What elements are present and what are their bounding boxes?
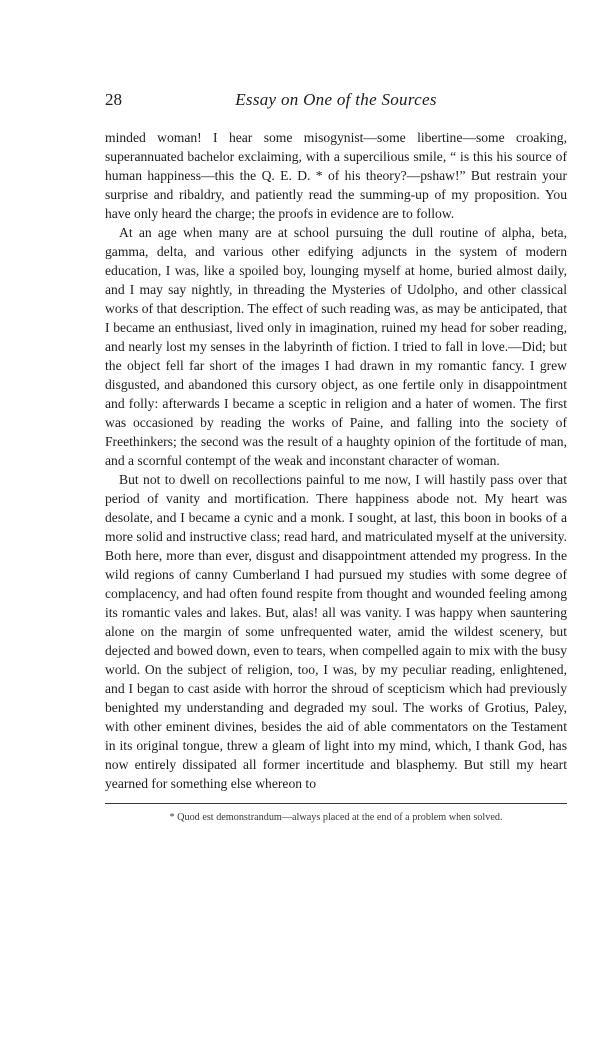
page-number: 28 [105, 90, 122, 109]
footnote-rule [105, 803, 567, 804]
paragraph-2: At an age when many are at school pursuing the dull routine of alpha, beta, gamma, delta, and various other edifying adjuncts in the system of modern education, I was, like a spoiled boy, lounging myself at home, buried almost daily, and I may say nightly, in threading the Mysteries of Udolpho, and other classical works of that description. The effect of such reading was, as may be anticipated, that I became an enthusiast, lived only in imagination, ruined my head for sober reading, and nearly lost my senses in the labyrinth of fiction. I tried to fall in love.—Did; but the object fell far short of the images I had drawn in my romantic fancy. I grew disgusted, and abandoned this cursory object, as one fertile only in disappointment and folly: afterwards I became a sceptic in religion and a hater of women. The first was occasioned by reading the works of Paine, and falling into the society of Freethinkers; the second was the result of a haughty opinion of the fortitude of man, and a scornful contempt of the weak and inconstant character of woman. [105, 225, 567, 468]
running-title: Essay on One of the Sources [235, 90, 437, 109]
body-text [105, 128, 567, 793]
page-header [105, 90, 567, 114]
paragraph-1: minded woman! I hear some misogynist—some libertine—some croaking, superannuated bachelor exclaiming, with a supercilious smile, “ is this his source of human happiness—this the Q. E. D. * of his theory?—pshaw!” But restrain your surprise and ribaldry, and patiently read the summing-up of my proposition. You have only heard the charge; the proofs in evidence are to follow. [105, 130, 567, 221]
paragraph-3: But not to dwell on recollections painful to me now, I will hastily pass over that period of vanity and mortification. There happiness abode not. My heart was desolate, and I became a cynic and a monk. I sought, at last, this boon in books of a more solid and instructive class; read hard, and matriculated myself at the university. Both here, more than ever, disgust and disappointment attended my progress. In the wild regions of canny Cumberland I had pursued my studies with some degree of complacency, and had often found respite from thought and wounded feeling among its romantic vales and lakes. But, alas! all was vanity. I was happy when sauntering alone on the margin of some unfrequented water, amid the wildest scenery, but dejected and bowed down, even to tears, when compelled again to mix with the busy world. On the subject of religion, too, I was, by my peculiar reading, enlightened, and I began to cast aside with horror the shroud of scepticism which had previously benighted my understanding and degraded my soul. The works of Grotius, Paley, with other eminent divines, besides the aid of able commentators on the Testament in its original tongue, threw a gleam of light into my mind, which, I thank God, has now entirely dissipated all former incertitude and blasphemy. But still my heart yearned for something else whereon to [105, 472, 567, 791]
book-page [105, 90, 567, 824]
footnote: * Quod est demonstrandum—always placed at the end of a problem when solved. [169, 812, 503, 823]
